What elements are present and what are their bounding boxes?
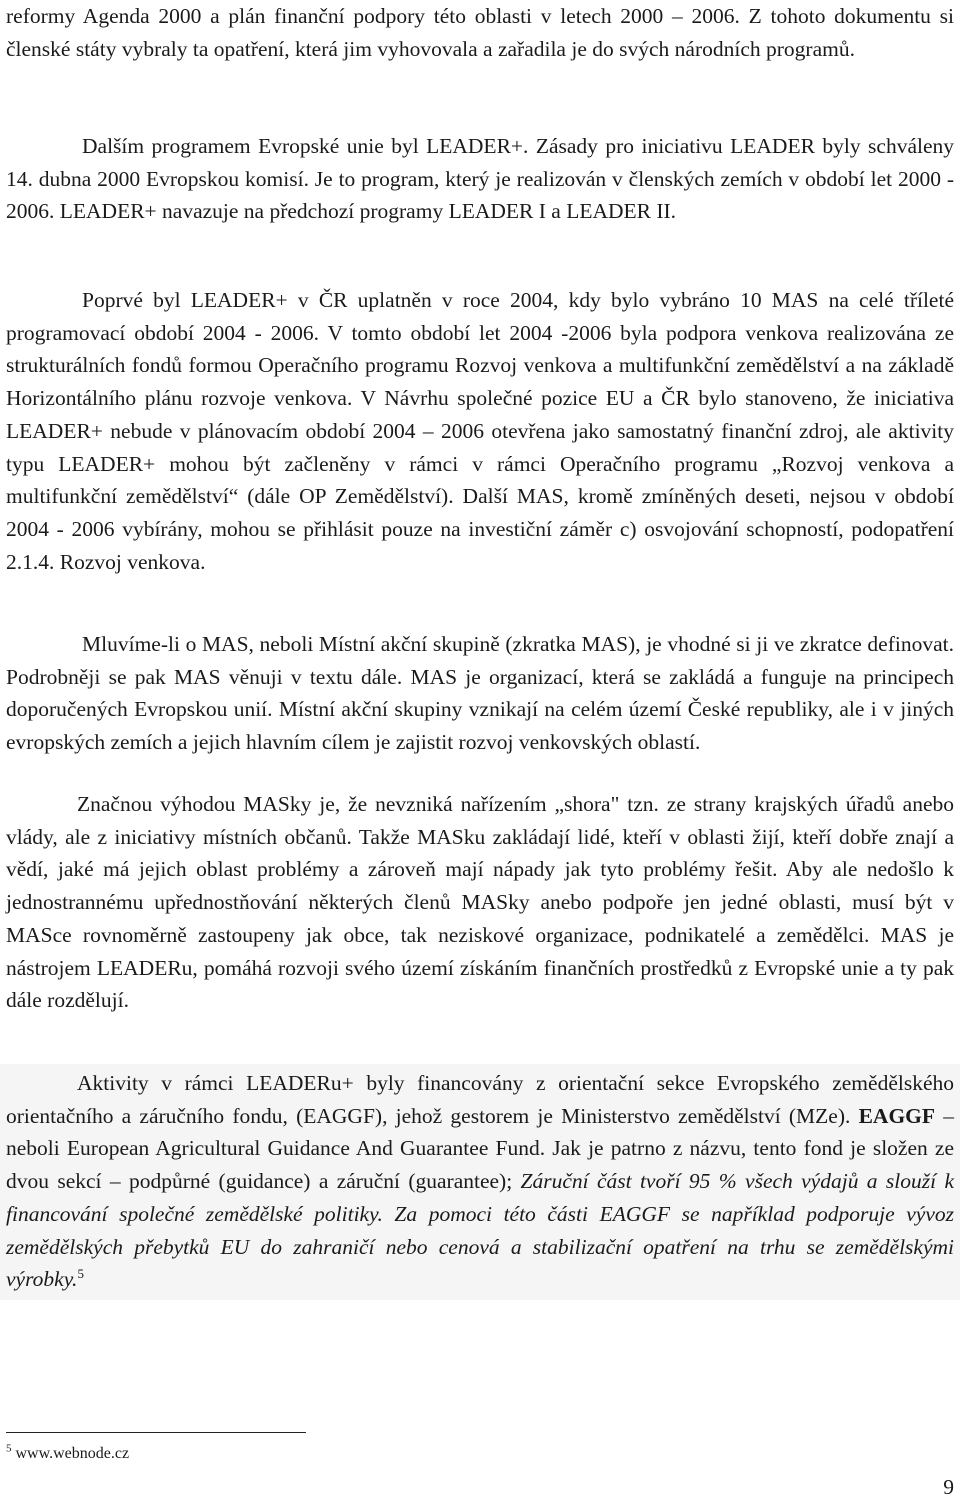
eaggf-text-b: – neboli European Agricultural Guidance And Guarantee Fund. Jak je patrno z názvu, tento fond je složen ze dvou sekcí – podpůrné (guidance) a záruční (guarantee); — [6, 1103, 954, 1194]
paragraph-leader-cr: Poprvé byl LEADER+ v ČR uplatněn v roce 2004, kdy bylo vybráno 10 MAS na celé tříleté programovací období 2004 - 2006. V tomto období let 2004 -2006 byla podpora venkova realizována ze strukturálních fondů formou Operačního programu Rozvoj venkova a multifunkční zemědělství a na základě Horizontálního plánu rozvoje venkova. V Návrhu společné pozice EU a ČR bylo stanoveno, že iniciativa LEADER+ nebude v plánovacím období 2004 – 2006 otevřena jako samostatný finanční zdroj, ale aktivity typu LEADER+ mohou být začleněny v rámci v rámci Operačního programu „Rozvoj venkova a multifunkční zemědělství“ (dále OP Zemědělství). Další MAS, kromě zmíněných deseti, nejsou v období 2004 - 2006 vybírány, mohou se přihlásit pouze na investiční záměr c) osvojování schopností, podopatření 2.1.4. Rozvoj venkova. — [6, 288, 954, 574]
footnote-reference: 5 — [77, 1266, 84, 1282]
eaggf-italic-text: Záruční část tvoří 95 % všech výdajů a slouží k financování společné zemědělské politiky. Za pomoci této části EAGGF se například podporuje vývoz zemědělských přebytků EU do zahraničí nebo cenová a stabilizační opatření na trhu se zemědělskými výrobky. — [6, 1169, 954, 1292]
footnote-separator — [6, 1432, 306, 1433]
paragraph-mas-advantage: Značnou výhodou MASky je, že nevzniká nařízením „shora" tzn. ze strany krajských úřadů anebo vlády, ale z iniciativy místních občanů. Takže MASku zakládají lidé, kteří v oblasti žijí, kteří dobře znají a vědí, jaké má jejich oblast problémy a zároveň mají nápady jak tyto problémy řešit. Aby ale nedošlo k jednostrannému upřednostňování některých členů MASky anebo podpoře jen jedné oblasti, musí být v MASce rovnoměrně zastoupeny jak obce, tak neziskové organizace, podnikatelé a zemědělci. MAS je nástrojem LEADERu, pomáhá rozvoji svého území získáním finančních prostředků z Evropské unie a ty pak dále rozdělují. — [6, 792, 954, 1013]
eaggf-bold-term: EAGGF — [858, 1103, 936, 1128]
footnote — [6, 1443, 129, 1465]
paragraph-eaggf — [6, 1067, 954, 1296]
page-number: 9 — [943, 1475, 954, 1499]
paragraph-mas-definition: Mluvíme-li o MAS, neboli Místní akční skupině (zkratka MAS), je vhodné si ji ve zkratce definovat. Podrobněji se pak MAS věnuji v textu dále. MAS je organizací, která se zakládá a funguje na principech doporučených Evropskou unií. Místní akční skupiny vznikají na celém území České republiky, ale i v jiných evropských zemích a jejich hlavním cílem je zajistit rozvoj venkovských oblastí. — [6, 632, 954, 755]
footnote-number: 5 — [6, 1442, 12, 1455]
paragraph-agenda-2000: reformy Agenda 2000 a plán finanční podpory této oblasti v letech 2000 – 2006. Z tohoto dokumentu si členské státy vybraly ta opatření, která jim vyhovovala a zařadila je do svých národních programů. — [6, 4, 954, 61]
footnote-link[interactable]: www.webnode.cz — [15, 1445, 130, 1462]
paragraph-leader-plus: Dalším programem Evropské unie byl LEADER+. Zásady pro iniciativu LEADER byly schváleny 14. dubna 2000 Evropskou komisí. Je to program, který je realizován v členských zemích v období let 2000 - 2006. LEADER+ navazuje na předchozí programy LEADER I a LEADER II. — [6, 134, 954, 224]
eaggf-text-a: Aktivity v rámci LEADERu+ byly financovány z orientační sekce Evropského zemědělského orientačního a záručního fondu, (EAGGF), jehož gestorem je Ministerstvo zemědělství (MZe). — [6, 1071, 954, 1128]
